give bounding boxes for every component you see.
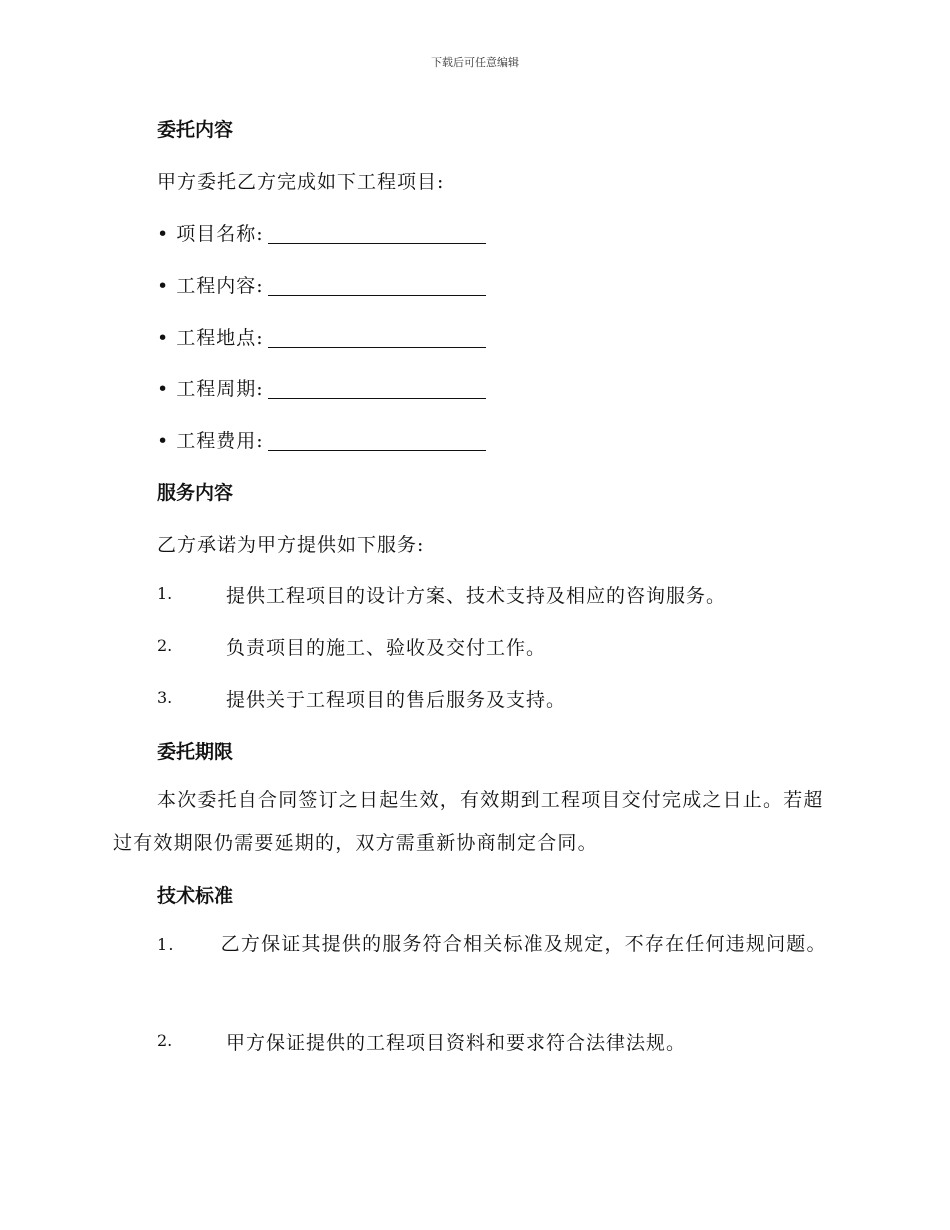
list-item-number: 3.	[157, 688, 173, 707]
list-item-text: 提供关于工程项目的售后服务及支持。	[226, 689, 567, 711]
field-label: • 工程费用:	[157, 430, 264, 452]
section-title-service-content: 服务内容	[157, 482, 234, 504]
list-item-number: 1.	[157, 584, 173, 603]
paragraph-text: 本次委托自合同签订之日起生效，有效期到工程项目交付完成之日止。若超过有效期限仍需要延期的，双方需重新协商制定合同。	[113, 789, 824, 854]
fill-in-blank	[268, 294, 486, 296]
field-project-content	[157, 271, 486, 298]
section-title-entrustment-content: 委托内容	[157, 119, 234, 141]
header-note: 下载后可任意编辑	[431, 56, 519, 69]
field-project-name	[157, 219, 486, 246]
section4-item-1	[113, 923, 838, 966]
field-label: • 工程周期:	[157, 378, 264, 400]
field-project-cost	[157, 426, 486, 453]
field-label: • 工程内容:	[157, 275, 264, 297]
list-item-text: 负责项目的施工、验收及交付工作。	[226, 637, 547, 659]
field-label: • 工程地点:	[157, 327, 264, 349]
section-title-entrustment-period: 委托期限	[157, 741, 234, 763]
field-label: • 项目名称:	[157, 223, 264, 245]
fill-in-blank	[268, 242, 486, 244]
list-item-text: 提供工程项目的设计方案、技术支持及相应的咨询服务。	[226, 585, 727, 607]
section-title-technical-standards: 技术标准	[157, 885, 234, 907]
list-item-number: 1.	[157, 935, 175, 954]
list-item-text: 甲方保证提供的工程项目资料和要求符合法律法规。	[226, 1032, 687, 1054]
fill-in-blank	[268, 397, 486, 399]
fill-in-blank	[268, 346, 486, 348]
list-item-text: 乙方保证其提供的服务符合相关标准及规定，不存在任何违规问题。	[220, 933, 827, 955]
section3-body	[113, 779, 838, 865]
section1-intro: 甲方委托乙方完成如下工程项目:	[157, 171, 445, 193]
section2-intro: 乙方承诺为甲方提供如下服务:	[157, 534, 425, 556]
list-item-number: 2.	[157, 636, 173, 655]
field-project-location	[157, 323, 486, 350]
fill-in-blank	[268, 449, 486, 451]
field-project-period	[157, 374, 486, 401]
list-item-number: 2.	[157, 1031, 173, 1050]
